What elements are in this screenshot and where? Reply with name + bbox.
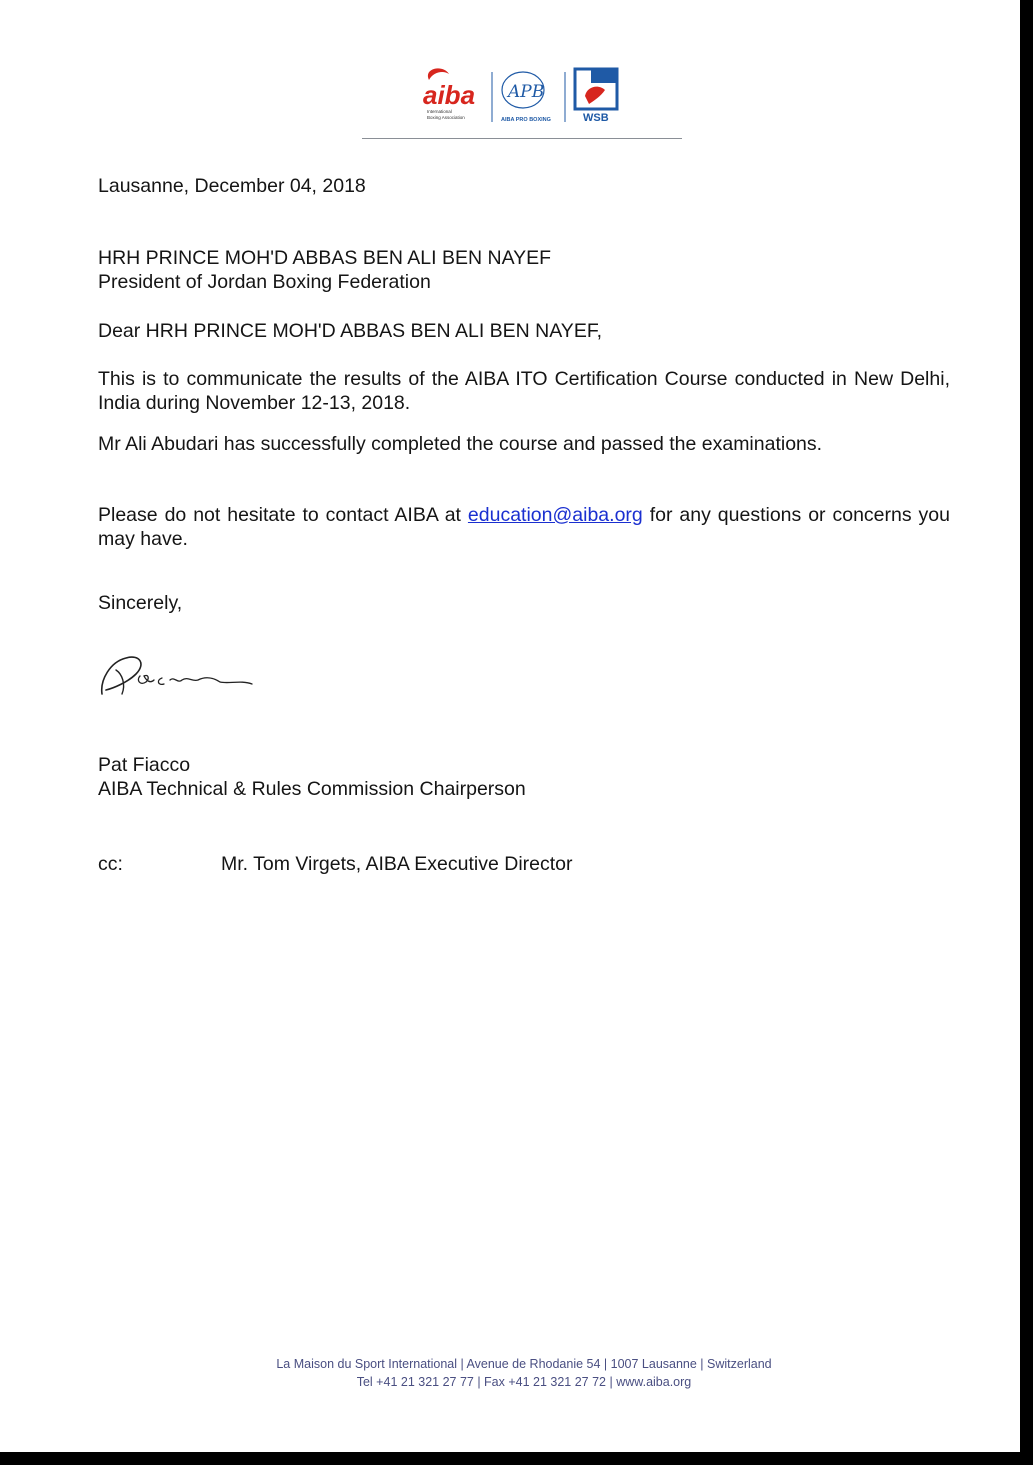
footer-address: La Maison du Sport International | Avenue de Rhodanie 54 | 1007 Lausanne | Switzerland	[276, 1357, 772, 1371]
recipient-name: HRH PRINCE MOH'D ABBAS BEN ALI BEN NAYEF	[98, 247, 552, 269]
aiba-logo-subline-1: International	[427, 109, 452, 114]
apb-logo	[501, 72, 551, 123]
apb-logo-caption: AIBA PRO BOXING	[501, 117, 551, 123]
header-logos	[415, 66, 625, 124]
aiba-logo-word: aiba	[423, 80, 476, 110]
header-divider	[362, 138, 682, 139]
cc-label: cc:	[98, 853, 123, 875]
place-date: Lausanne, December 04, 2018	[98, 175, 366, 197]
recipient-title: President of Jordan Boxing Federation	[98, 271, 431, 293]
cc-value: Mr. Tom Virgets, AIBA Executive Director	[221, 853, 573, 875]
paragraph-course-results: This is to communicate the results of the AIBA ITO Certification Course conducted in New Delhi, India during November 12-13, 2018.	[98, 368, 950, 414]
footer-contact: Tel +41 21 321 27 77 | Fax +41 21 321 27 72 | www.aiba.org	[356, 1375, 692, 1389]
aiba-logo-subline-2: Boxing Association	[427, 115, 465, 120]
wsb-logo-caption: WSB	[583, 112, 609, 124]
signature-image	[96, 650, 266, 702]
paragraph-contact	[98, 503, 950, 551]
signer-name: Pat Fiacco	[98, 754, 191, 776]
contact-text-after: for any questions or concerns you may have.	[98, 504, 950, 550]
aiba-logo	[423, 68, 475, 120]
closing: Sincerely,	[98, 592, 183, 614]
paragraph-completion: Mr Ali Abudari has successfully completed the course and passed the examinations.	[98, 433, 823, 455]
contact-text-before: Please do not hesitate to contact AIBA at	[98, 504, 468, 526]
signer-title: AIBA Technical & Rules Commission Chairperson	[98, 778, 526, 800]
apb-logo-mark: APB	[508, 82, 545, 102]
wsb-logo	[575, 69, 617, 124]
email-link[interactable]: education@aiba.org	[467, 504, 643, 526]
salutation: Dear HRH PRINCE MOH'D ABBAS BEN ALI BEN NAYEF,	[98, 320, 602, 342]
